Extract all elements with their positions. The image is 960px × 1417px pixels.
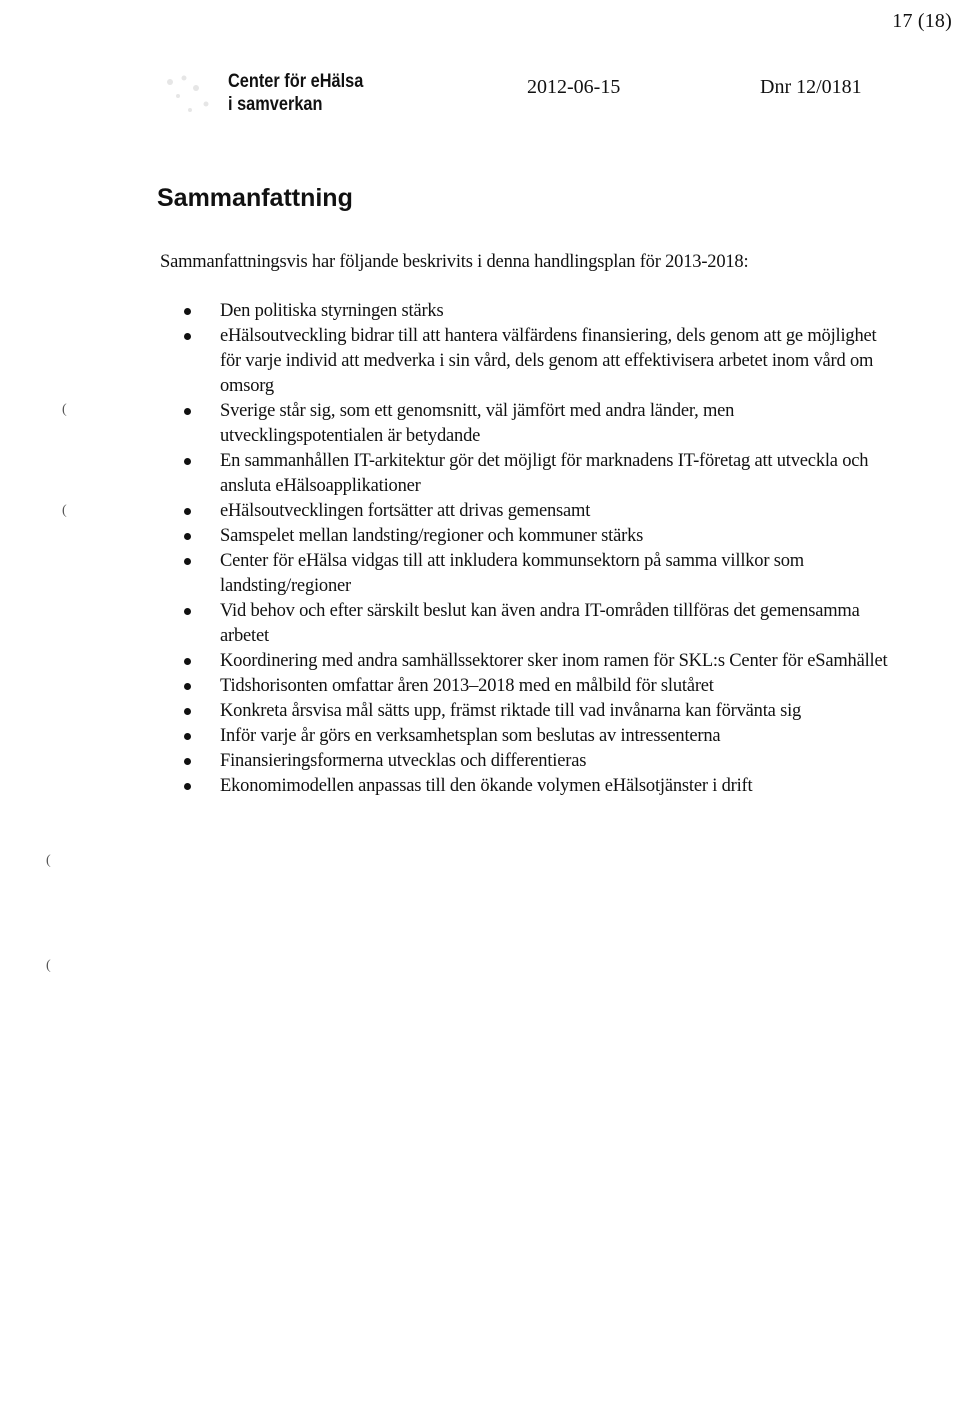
list-item: [220, 524, 900, 549]
list-item-text: eHälsoutveckling bidrar till att hantera välfärdens finansiering, dels genom att ge möjlighet för varje individ att medverka i sin vård, dels genom att effektivisera arbetet inom vård om omsorg: [220, 326, 877, 396]
bullet-icon: [184, 683, 191, 690]
list-item: [220, 699, 900, 724]
list-item-text: Samspelet mellan landsting/regioner och kommuner stärks: [220, 526, 644, 546]
list-item: [220, 674, 900, 699]
bullet-icon: [184, 658, 191, 665]
section-heading: Sammanfattning: [157, 184, 353, 212]
margin-mark: (: [46, 853, 51, 868]
bullet-icon: [184, 783, 191, 790]
bullet-icon: [184, 308, 191, 315]
list-item-text: Inför varje år görs en verksamhetsplan som beslutas av intressenterna: [220, 726, 721, 746]
bullet-icon: [184, 708, 191, 715]
list-item-text: Finansieringsformerna utvecklas och differentieras: [220, 751, 587, 771]
list-item-text: Koordinering med andra samhällssektorer sker inom ramen för SKL:s Center för eSamhället: [220, 651, 888, 671]
list-item-text: Vid behov och efter särskilt beslut kan även andra IT-områden tillföras det gemensamma arbetet: [220, 601, 860, 646]
list-item-text: Sverige står sig, som ett genomsnitt, väl jämfört med andra länder, men utvecklingspotentialen är betydande: [220, 401, 735, 446]
document-reference: Dnr 12/0181: [760, 76, 862, 98]
bullet-icon: [184, 508, 191, 515]
list-item: [220, 324, 900, 399]
list-item: [220, 774, 900, 799]
organization-name-line-1: Center för eHälsa: [228, 71, 364, 92]
summary-bullet-list: [220, 299, 900, 799]
list-item-text: Tidshorisonten omfattar åren 2013–2018 med en målbild för slutåret: [220, 676, 714, 696]
bullet-icon: [184, 733, 191, 740]
document-date: 2012-06-15: [527, 76, 621, 98]
bullet-icon: [184, 458, 191, 465]
bullet-icon: [184, 333, 191, 340]
list-item: [220, 649, 900, 674]
list-item-text: Den politiska styrningen stärks: [220, 301, 444, 321]
list-item-text: En sammanhållen IT-arkitektur gör det möjligt för marknadens IT-företag att utveckla och ansluta eHälsoapplikationer: [220, 451, 869, 496]
list-item: [220, 749, 900, 774]
page-number: 17 (18): [892, 10, 952, 32]
organization-name: [228, 70, 363, 116]
bullet-icon: [184, 758, 191, 765]
org-logo-icon: [150, 68, 220, 118]
list-item: [220, 724, 900, 749]
bullet-icon: [184, 608, 191, 615]
margin-mark: (: [62, 402, 67, 417]
list-item-text: eHälsoutvecklingen fortsätter att drivas gemensamt: [220, 501, 591, 521]
list-item-text: Konkreta årsvisa mål sätts upp, främst riktade till vad invånarna kan förvänta sig: [220, 701, 802, 721]
organization-name-line-2: i samverkan: [228, 94, 323, 115]
margin-mark: (: [62, 503, 67, 518]
list-item: [220, 499, 900, 524]
intro-paragraph: Sammanfattningsvis har följande beskrivits i denna handlingsplan för 2013-2018:: [160, 252, 749, 272]
list-item: [220, 449, 900, 499]
list-item-text: Center för eHälsa vidgas till att inkludera kommunsektorn på samma villkor som landsting/regioner: [220, 551, 804, 596]
margin-mark: (: [46, 958, 51, 973]
list-item: [220, 549, 900, 599]
list-item-text: Ekonomimodellen anpassas till den ökande volymen eHälsotjänster i drift: [220, 776, 753, 796]
list-item: [220, 599, 900, 649]
list-item: [220, 299, 900, 324]
bullet-icon: [184, 533, 191, 540]
bullet-icon: [184, 408, 191, 415]
bullet-icon: [184, 558, 191, 565]
list-item: [220, 399, 900, 449]
